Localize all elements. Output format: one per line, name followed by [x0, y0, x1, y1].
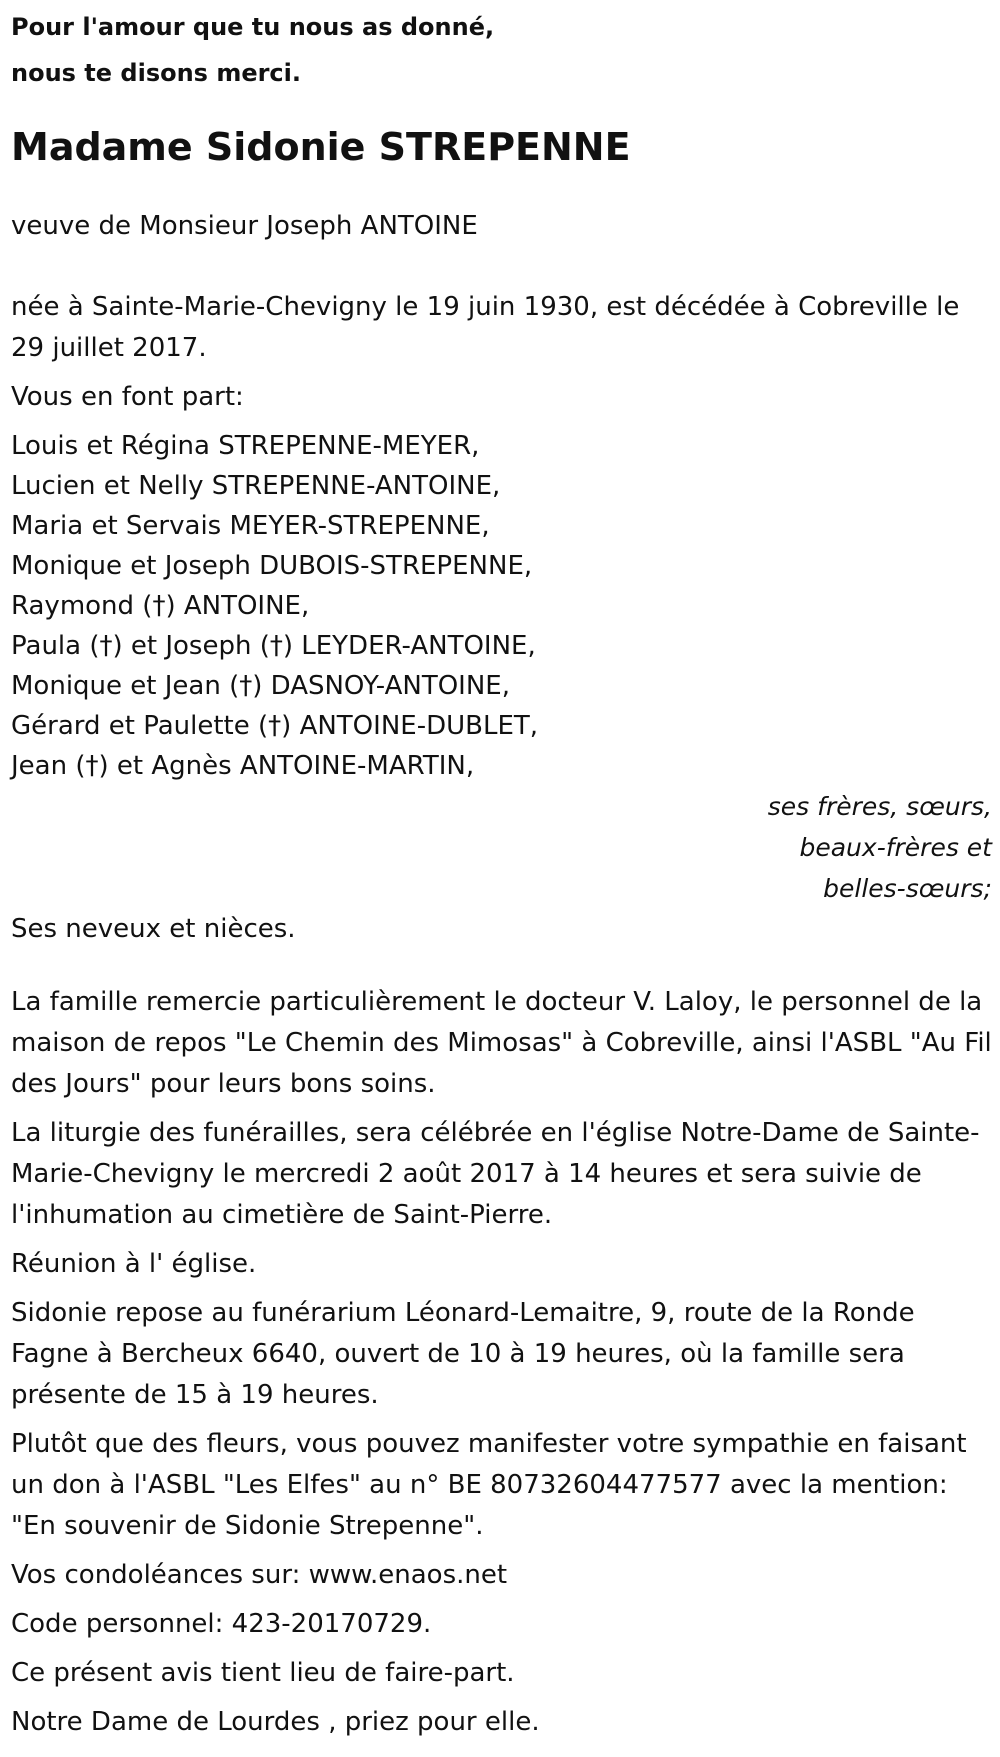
- obituary-notice: [11, 0, 996, 1743]
- birth-death-line: née à Sainte-Marie-Chevigny le 19 juin 1930, est décédée à Cobreville le 29 juillet 2017.: [11, 292, 960, 363]
- motto-line-2: nous te disons merci.: [11, 59, 302, 87]
- relative-entry: Maria et Servais MEYER-STREPENNE,: [11, 511, 490, 541]
- donation-paragraph: Plutôt que des fleurs, vous pouvez manifester votre sympathie en faisant un don à l'ASBL "Les Elfes" au n° BE 80732604477577 avec la mention: "En souvenir de Sidonie Strepenne".: [11, 1429, 967, 1541]
- prayer-line: Notre Dame de Lourdes , priez pour elle.: [11, 1707, 540, 1737]
- thanks-paragraph: La famille remercie particulièrement le docteur V. Laloy, le personnel de la maison de repos "Le Chemin des Mimosas" à Cobreville, ainsi l'ASBL "Au Fil des Jours" pour leurs bons soins.: [11, 987, 992, 1099]
- relative-entry: Louis et Régina STREPENNE-MEYER,: [11, 431, 480, 461]
- motto-line-1: Pour l'amour que tu nous as donné,: [11, 13, 495, 41]
- relation-note-line-1: ses frères, sœurs,: [767, 792, 992, 821]
- relative-entry: Gérard et Paulette (†) ANTOINE-DUBLET,: [11, 711, 539, 741]
- relatives-list: [11, 426, 996, 786]
- liturgy-paragraph: La liturgie des funérailles, sera célébrée en l'église Notre-Dame de Sainte-Marie-Chevigny le mercredi 2 août 2017 à 14 heures et sera suivie de l'inhumation au cimetière de Saint-Pierre.: [11, 1118, 980, 1230]
- condolences-line: Vos condoléances sur: www.enaos.net: [11, 1560, 508, 1590]
- repose-paragraph: Sidonie repose au funérarium Léonard-Lemaitre, 9, route de la Ronde Fagne à Bercheux 6640, ouvert de 10 à 19 heures, où la famille sera présente de 15 à 19 heures.: [11, 1298, 915, 1410]
- motto: [11, 4, 996, 96]
- relative-entry: Paula (†) et Joseph (†) LEYDER-ANTOINE,: [11, 631, 536, 661]
- relation-note: [11, 786, 996, 909]
- meeting-line: Réunion à l' église.: [11, 1249, 257, 1279]
- spouse-line: veuve de Monsieur Joseph ANTOINE: [11, 211, 478, 241]
- notice-line: Ce présent avis tient lieu de faire-part.: [11, 1658, 515, 1688]
- announcers-intro: Vous en font part:: [11, 382, 244, 412]
- relation-note-line-3: belles-sœurs;: [823, 874, 992, 903]
- relative-entry: Jean (†) et Agnès ANTOINE-MARTIN,: [11, 751, 475, 781]
- relative-entry: Monique et Jean (†) DASNOY-ANTOINE,: [11, 671, 510, 701]
- deceased-name: Madame Sidonie STREPENNE: [11, 125, 631, 169]
- nephews-line: Ses neveux et nièces.: [11, 914, 296, 944]
- relative-entry: Raymond (†) ANTOINE,: [11, 591, 310, 621]
- personal-code-line: Code personnel: 423-20170729.: [11, 1609, 432, 1639]
- relative-entry: Lucien et Nelly STREPENNE-ANTOINE,: [11, 471, 501, 501]
- relative-entry: Monique et Joseph DUBOIS-STREPENNE,: [11, 551, 533, 581]
- relation-note-line-2: beaux-frères et: [799, 833, 992, 862]
